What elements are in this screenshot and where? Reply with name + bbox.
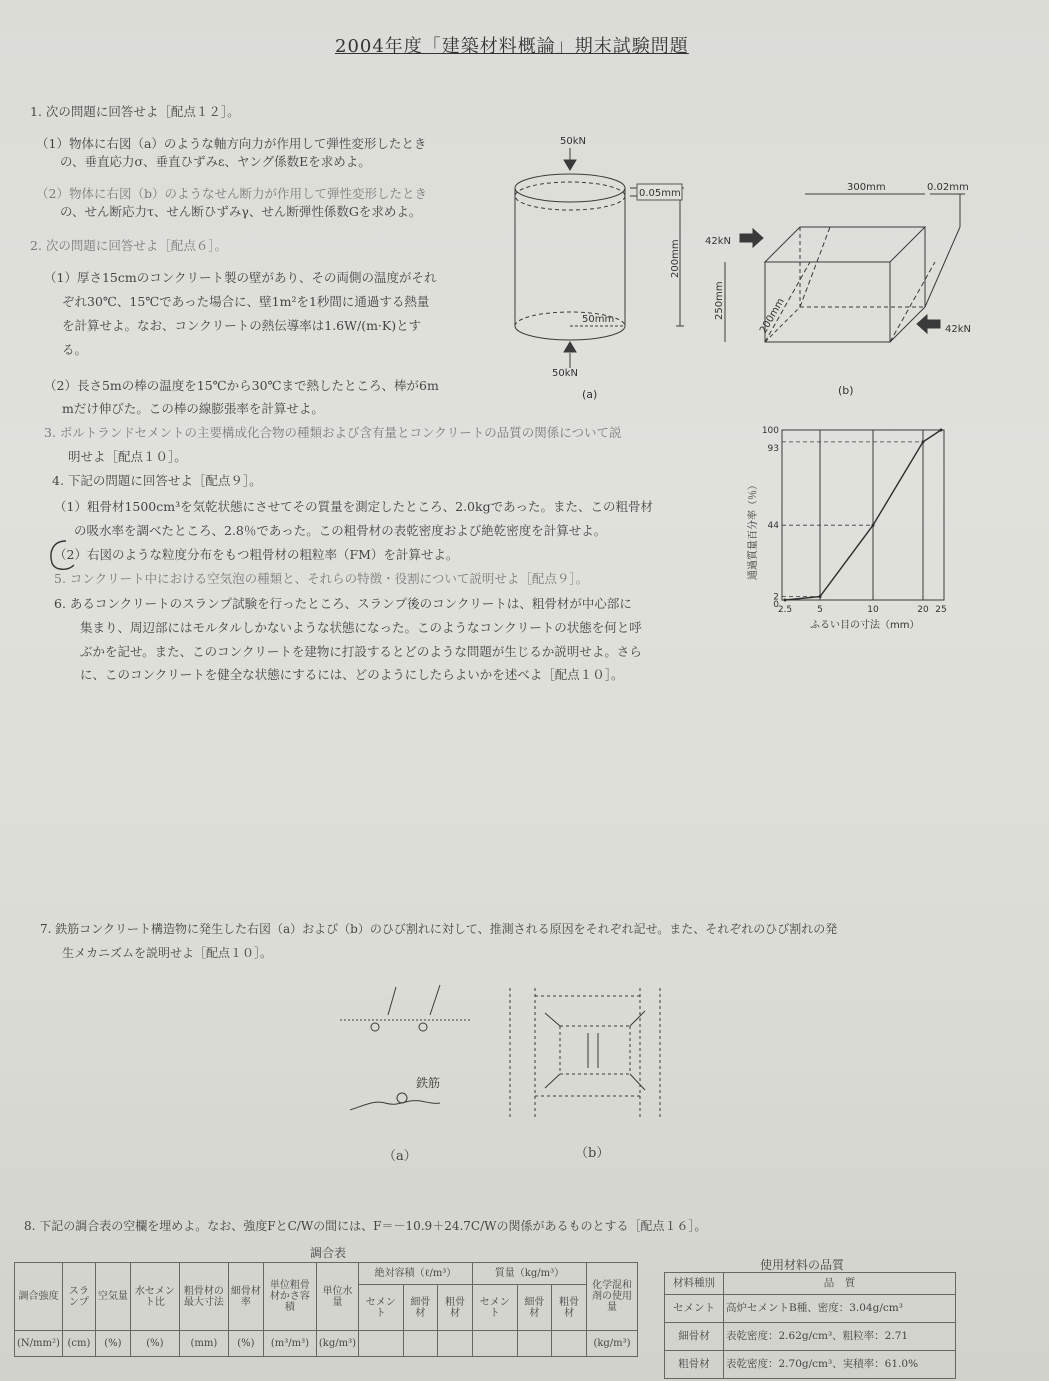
q1-part2-line1: （2）物体に右図（b）のようなせん断力が作用して弾性変形したとき — [36, 186, 427, 201]
q2-part1-line1: （1）厚さ15cmのコンクリート製の壁があり、その両側の温度がそれ — [44, 270, 437, 285]
material-table-title: 使用材料の品質 — [760, 1258, 845, 1272]
h-abs-coarse: 粗骨材 — [438, 1285, 473, 1331]
rebar-label: 鉄筋 — [416, 1076, 441, 1090]
crack-a-caption: （a） — [383, 1149, 417, 1164]
q2-part1-line3: を計算せよ。なお、コンクリートの熱伝導率は1.6W/(m·K)とす — [62, 318, 422, 333]
material-kind: セメント — [665, 1295, 724, 1323]
fig-b-depth: 200mm — [758, 296, 787, 336]
chart-y-axis-label: 通過質量百分率（％） — [748, 480, 759, 580]
q1-part1-line1: （1）物体に右図（a）のような軸方向力が作用して弾性変形したとき — [36, 136, 427, 151]
h-strength: 調合強度 — [15, 1263, 63, 1331]
chart-data-point — [922, 440, 925, 443]
material-kind: 粗骨材 — [665, 1351, 724, 1379]
q3-line1: 3. ポルトランドセメントの主要構成化合物の種類および含有量とコンクリートの品質の関係について説 — [44, 425, 622, 440]
u-admix: (kg/m³) — [587, 1331, 638, 1357]
chart-frame — [782, 430, 944, 600]
u-maxsize: (mm) — [179, 1331, 228, 1357]
u-slump: (cm) — [62, 1331, 95, 1357]
material-quality: 高炉セメントB種、密度：3.04g/cm³ — [724, 1295, 956, 1323]
fig-b-caption: (b) — [838, 384, 854, 397]
q8-line: 8. 下記の調合表の空欄を埋めよ。なお、強度FとC/Wの間には、F＝－10.9＋24.7C/Wの関係があるものとする［配点１６］。 — [24, 1219, 707, 1233]
q4-part1-line1: （1）粗骨材1500cm³を気乾状態にさせてその質量を測定したところ、2.0kgであった。また、この粗骨材 — [54, 499, 653, 514]
h-admix: 化学混和剤の使用量 — [587, 1263, 638, 1331]
crack-figure-b — [490, 978, 680, 1128]
u-air: (%) — [95, 1331, 130, 1357]
q3-line2: 明せよ［配点１０］。 — [68, 449, 187, 464]
q7-line2: 生メカニズムを説明せよ［配点１０］。 — [62, 946, 273, 960]
u-unit-water: (kg/m³) — [316, 1331, 358, 1357]
fig-b-height: 250mm — [714, 281, 725, 320]
material-quality: 表乾密度：2.70g/cm³、実積率：61.0% — [724, 1351, 956, 1379]
q6-line1: 6. あるコンクリートのスランプ試験を行ったところ、スランプ後のコンクリートは、粗骨材が中心部に — [54, 596, 632, 611]
fig-a-radius: 50mm — [582, 314, 615, 325]
q4-part1-line2: の吸水率を調べたところ、2.8％であった。この粗骨材の表乾密度および絶乾密度を計算せよ。 — [74, 523, 607, 538]
h-mass-fine: 細骨材 — [517, 1285, 552, 1331]
mix-proportion-table — [14, 1262, 638, 1357]
q2-part2-line2: mだけ伸びた。この棒の線膨張率を計算せよ。 — [62, 401, 324, 416]
figure-b-shear-block — [705, 172, 995, 402]
page-title: 2004年度「建築材料概論」期末試験問題 — [335, 36, 689, 57]
handwritten-circle-mark — [46, 537, 86, 573]
fig-b-right-load: 42kN — [945, 324, 971, 335]
chart-x-tick-label: 5 — [817, 605, 823, 615]
q7-line1: 7. 鉄筋コンクリート構造物に発生した右図（a）および（b）のひび割れに対して、推測される原因をそれぞれ記せ。また、それぞれのひび割れの発 — [40, 922, 838, 936]
chart-y-tick-label: 100 — [761, 426, 779, 436]
h-kind: 材料種別 — [665, 1273, 724, 1295]
figure-a-cylinder — [500, 128, 700, 403]
h-maxsize: 粗骨材の最大寸法 — [179, 1263, 228, 1331]
fig-a-height: 200mm — [670, 239, 681, 278]
fig-a-bottom-load: 50kN — [552, 368, 578, 379]
mix-table-title: 調合表 — [310, 1246, 347, 1260]
chart-y-tick-label: 93 — [767, 443, 779, 454]
chart-y-tick-label: 2 — [773, 592, 779, 603]
chart-data-point — [819, 595, 822, 598]
q2-part2-line1: （2）長さ5mの棒の温度を15℃から30℃まで熱したところ、棒が6m — [44, 378, 439, 393]
h-unit-coarse: 単位粗骨材かさ容積 — [263, 1263, 316, 1331]
q6-line3: ぶかを記せ。また、このコンクリートを建物に打設するとどのような問題が生じるか説明せよ。さら — [80, 644, 642, 659]
q6-line2: 集まり、周辺部にはモルタルしかないような状態になった。このようなコンクリートの状態を何と呼 — [80, 620, 642, 635]
chart-x-axis-label: ふるい目の寸法（mm） — [810, 620, 920, 631]
chart-y-tick-label: 44 — [767, 521, 779, 532]
u-fine-ratio: (%) — [228, 1331, 263, 1357]
chart-x-tick-label: 10 — [867, 605, 879, 615]
h-mass-cement: セメント — [472, 1285, 517, 1331]
h-fine-ratio: 細骨材率 — [228, 1263, 263, 1331]
crack-b-caption: （b） — [575, 1146, 610, 1161]
h-wc: 水セメント比 — [130, 1263, 179, 1331]
h-abs-fine: 細骨材 — [403, 1285, 438, 1331]
chart-x-tick-label: 25 — [935, 605, 947, 615]
crack-figure-a — [330, 975, 480, 1125]
h-quality: 品 質 — [724, 1273, 956, 1295]
fig-a-top-load: 50kN — [560, 136, 586, 147]
u-wc: (%) — [130, 1331, 179, 1357]
u-unit-coarse: (m³/m³) — [263, 1331, 316, 1357]
material-kind: 細骨材 — [665, 1323, 724, 1351]
chart-x-tick-label: 20 — [917, 605, 929, 615]
h-mass-coarse: 粗骨材 — [552, 1285, 587, 1331]
h-abs-cement: セメント — [359, 1285, 404, 1331]
chart-x-tick-label: 2.5 — [777, 605, 793, 615]
fig-b-length: 300mm — [847, 182, 886, 193]
chart-y-tick-label: 0 — [773, 600, 779, 610]
q4-part2: （2）右図のような粒度分布をもつ粗骨材の粗粒率（FM）を計算せよ。 — [54, 547, 459, 562]
q2-heading: 2. 次の問題に回答せよ［配点６］。 — [30, 238, 228, 253]
fig-a-caption: (a) — [582, 388, 598, 401]
sieve-grading-chart — [730, 420, 970, 635]
material-quality-table — [664, 1272, 956, 1379]
q1-part2-line2: の、せん断応力τ、せん断ひずみγ、せん断弾性係数Gを求めよ。 — [60, 204, 422, 219]
q1-heading: 1. 次の問題に回答せよ［配点１２］。 — [30, 104, 240, 119]
h-unit-water: 単位水量 — [316, 1263, 358, 1331]
h-mass: 質量（kg/m³） — [472, 1263, 586, 1285]
fig-b-shear-disp: 0.02mm — [927, 182, 969, 193]
fig-b-left-load: 42kN — [705, 236, 731, 247]
chart-data-point — [940, 429, 943, 432]
fig-a-delta: 0.05mm — [639, 188, 681, 199]
chart-data-point — [872, 524, 875, 527]
u-strength: (N/mm²) — [15, 1331, 63, 1357]
h-abs-vol: 絶対容積（ℓ/m³） — [359, 1263, 473, 1285]
h-air: 空気量 — [95, 1263, 130, 1331]
q2-part1-line4: る。 — [62, 342, 88, 357]
q4-heading: 4. 下記の問題に回答せよ［配点９］。 — [52, 473, 262, 488]
h-slump: スランプ — [62, 1263, 95, 1331]
q5-line: 5. コンクリート中における空気泡の種類と、それらの特徴・役割について説明せよ［配点９］。 — [54, 571, 589, 586]
q6-line4: に、このコンクリートを健全な状態にするには、どのようにしたらよいかを述べよ［配点１０］。 — [80, 667, 624, 682]
q1-part1-line2: の、垂直応力σ、垂直ひずみε、ヤング係数Eを求めよ。 — [60, 154, 371, 169]
chart-data-point — [784, 599, 787, 602]
material-quality: 表乾密度：2.62g/cm³、粗粒率：2.71 — [724, 1323, 956, 1351]
q2-part1-line2: ぞれ30℃、15℃であった場合に、壁1m²を1秒間に通過する熱量 — [62, 294, 430, 309]
chart-series-line — [785, 430, 941, 600]
